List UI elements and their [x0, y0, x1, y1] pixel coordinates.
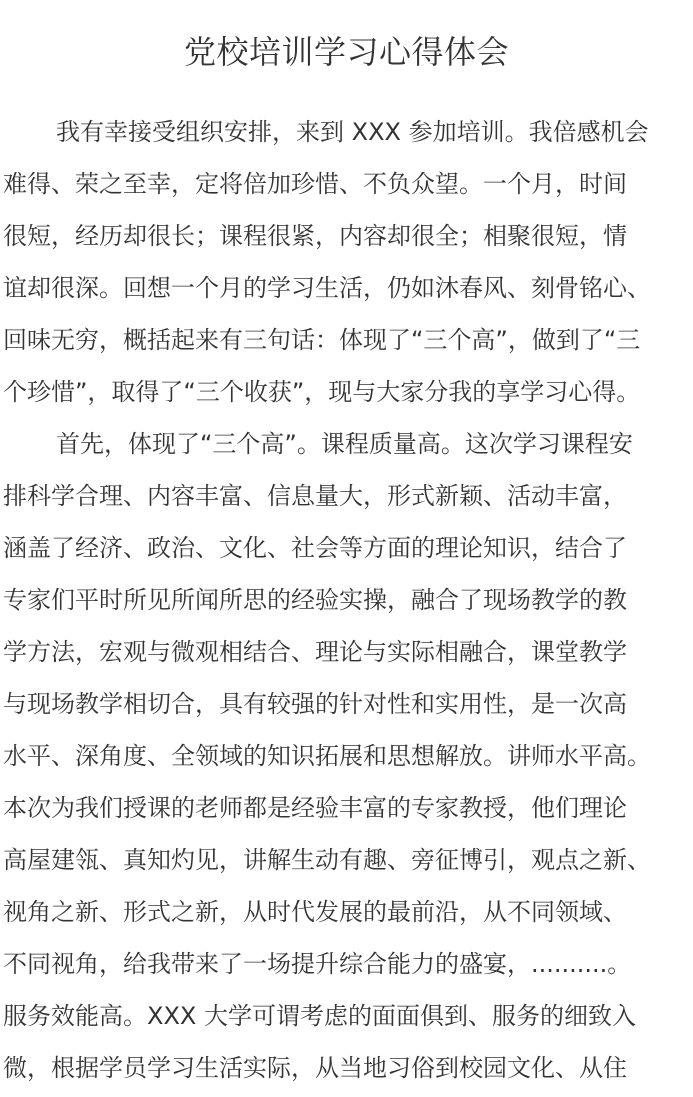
paragraph-line: 服务效能高。XXX 大学可谓考虑的面面俱到、服务的细致入	[3, 1002, 636, 1030]
paragraph-line: 微，根据学员学习生活实际，从当地习俗到校园文化、从住	[3, 1054, 627, 1082]
paragraph-line: 个珍惜”，取得了“三个收获”，现与大家分我的享学习心得。	[3, 378, 641, 406]
paragraph-line: 我有幸接受组织安排，来到 XXX 参加培训。我倍感机会	[56, 118, 649, 146]
paragraph-line: 高屋建瓴、真知灼见，讲解生动有趣、旁征博引，观点之新、	[3, 846, 651, 874]
paragraph-line: 专家们平时所见所闻所思的经验实操，融合了现场教学的教	[3, 586, 627, 614]
document-title: 党校培训学习心得体会	[183, 33, 509, 71]
paragraph-line: 首先，体现了“三个高”。课程质量高。这次学习课程安	[56, 430, 633, 458]
document-body	[3, 108, 691, 1096]
paragraph-line: 本次为我们授课的老师都是经验丰富的专家教授，他们理论	[3, 794, 627, 822]
paragraph-line: 回味无穷，概括起来有三句话：体现了“三个高”，做到了“三	[3, 326, 641, 354]
paragraph-line: 学方法，宏观与微观相结合、理论与实际相融合，课堂教学	[3, 638, 627, 666]
paragraph-line: 视角之新、形式之新，从时代发展的最前沿，从不同领域、	[3, 898, 627, 926]
paragraph-line: 与现场教学相切合，具有较强的针对性和实用性，是一次高	[3, 690, 627, 718]
paragraph-line: 排科学合理、内容丰富、信息量大，形式新颖、活动丰富，	[3, 482, 627, 510]
paragraph-line: 难得、荣之至幸，定将倍加珍惜、不负众望。一个月，时间	[3, 170, 627, 198]
paragraph-line: 很短，经历却很长；课程很紧，内容却很全；相聚很短，情	[3, 222, 627, 250]
paragraph-line: 涵盖了经济、政治、文化、社会等方面的理论知识，结合了	[3, 534, 627, 562]
paragraph-line: 谊却很深。回想一个月的学习生活，仍如沐春风、刻骨铭心、	[3, 274, 651, 302]
paragraph-line: 水平、深角度、全领域的知识拓展和思想解放。讲师水平高。	[3, 742, 651, 770]
paragraph-line: 不同视角，给我带来了一场提升综合能力的盛宴，..........。	[3, 950, 632, 978]
